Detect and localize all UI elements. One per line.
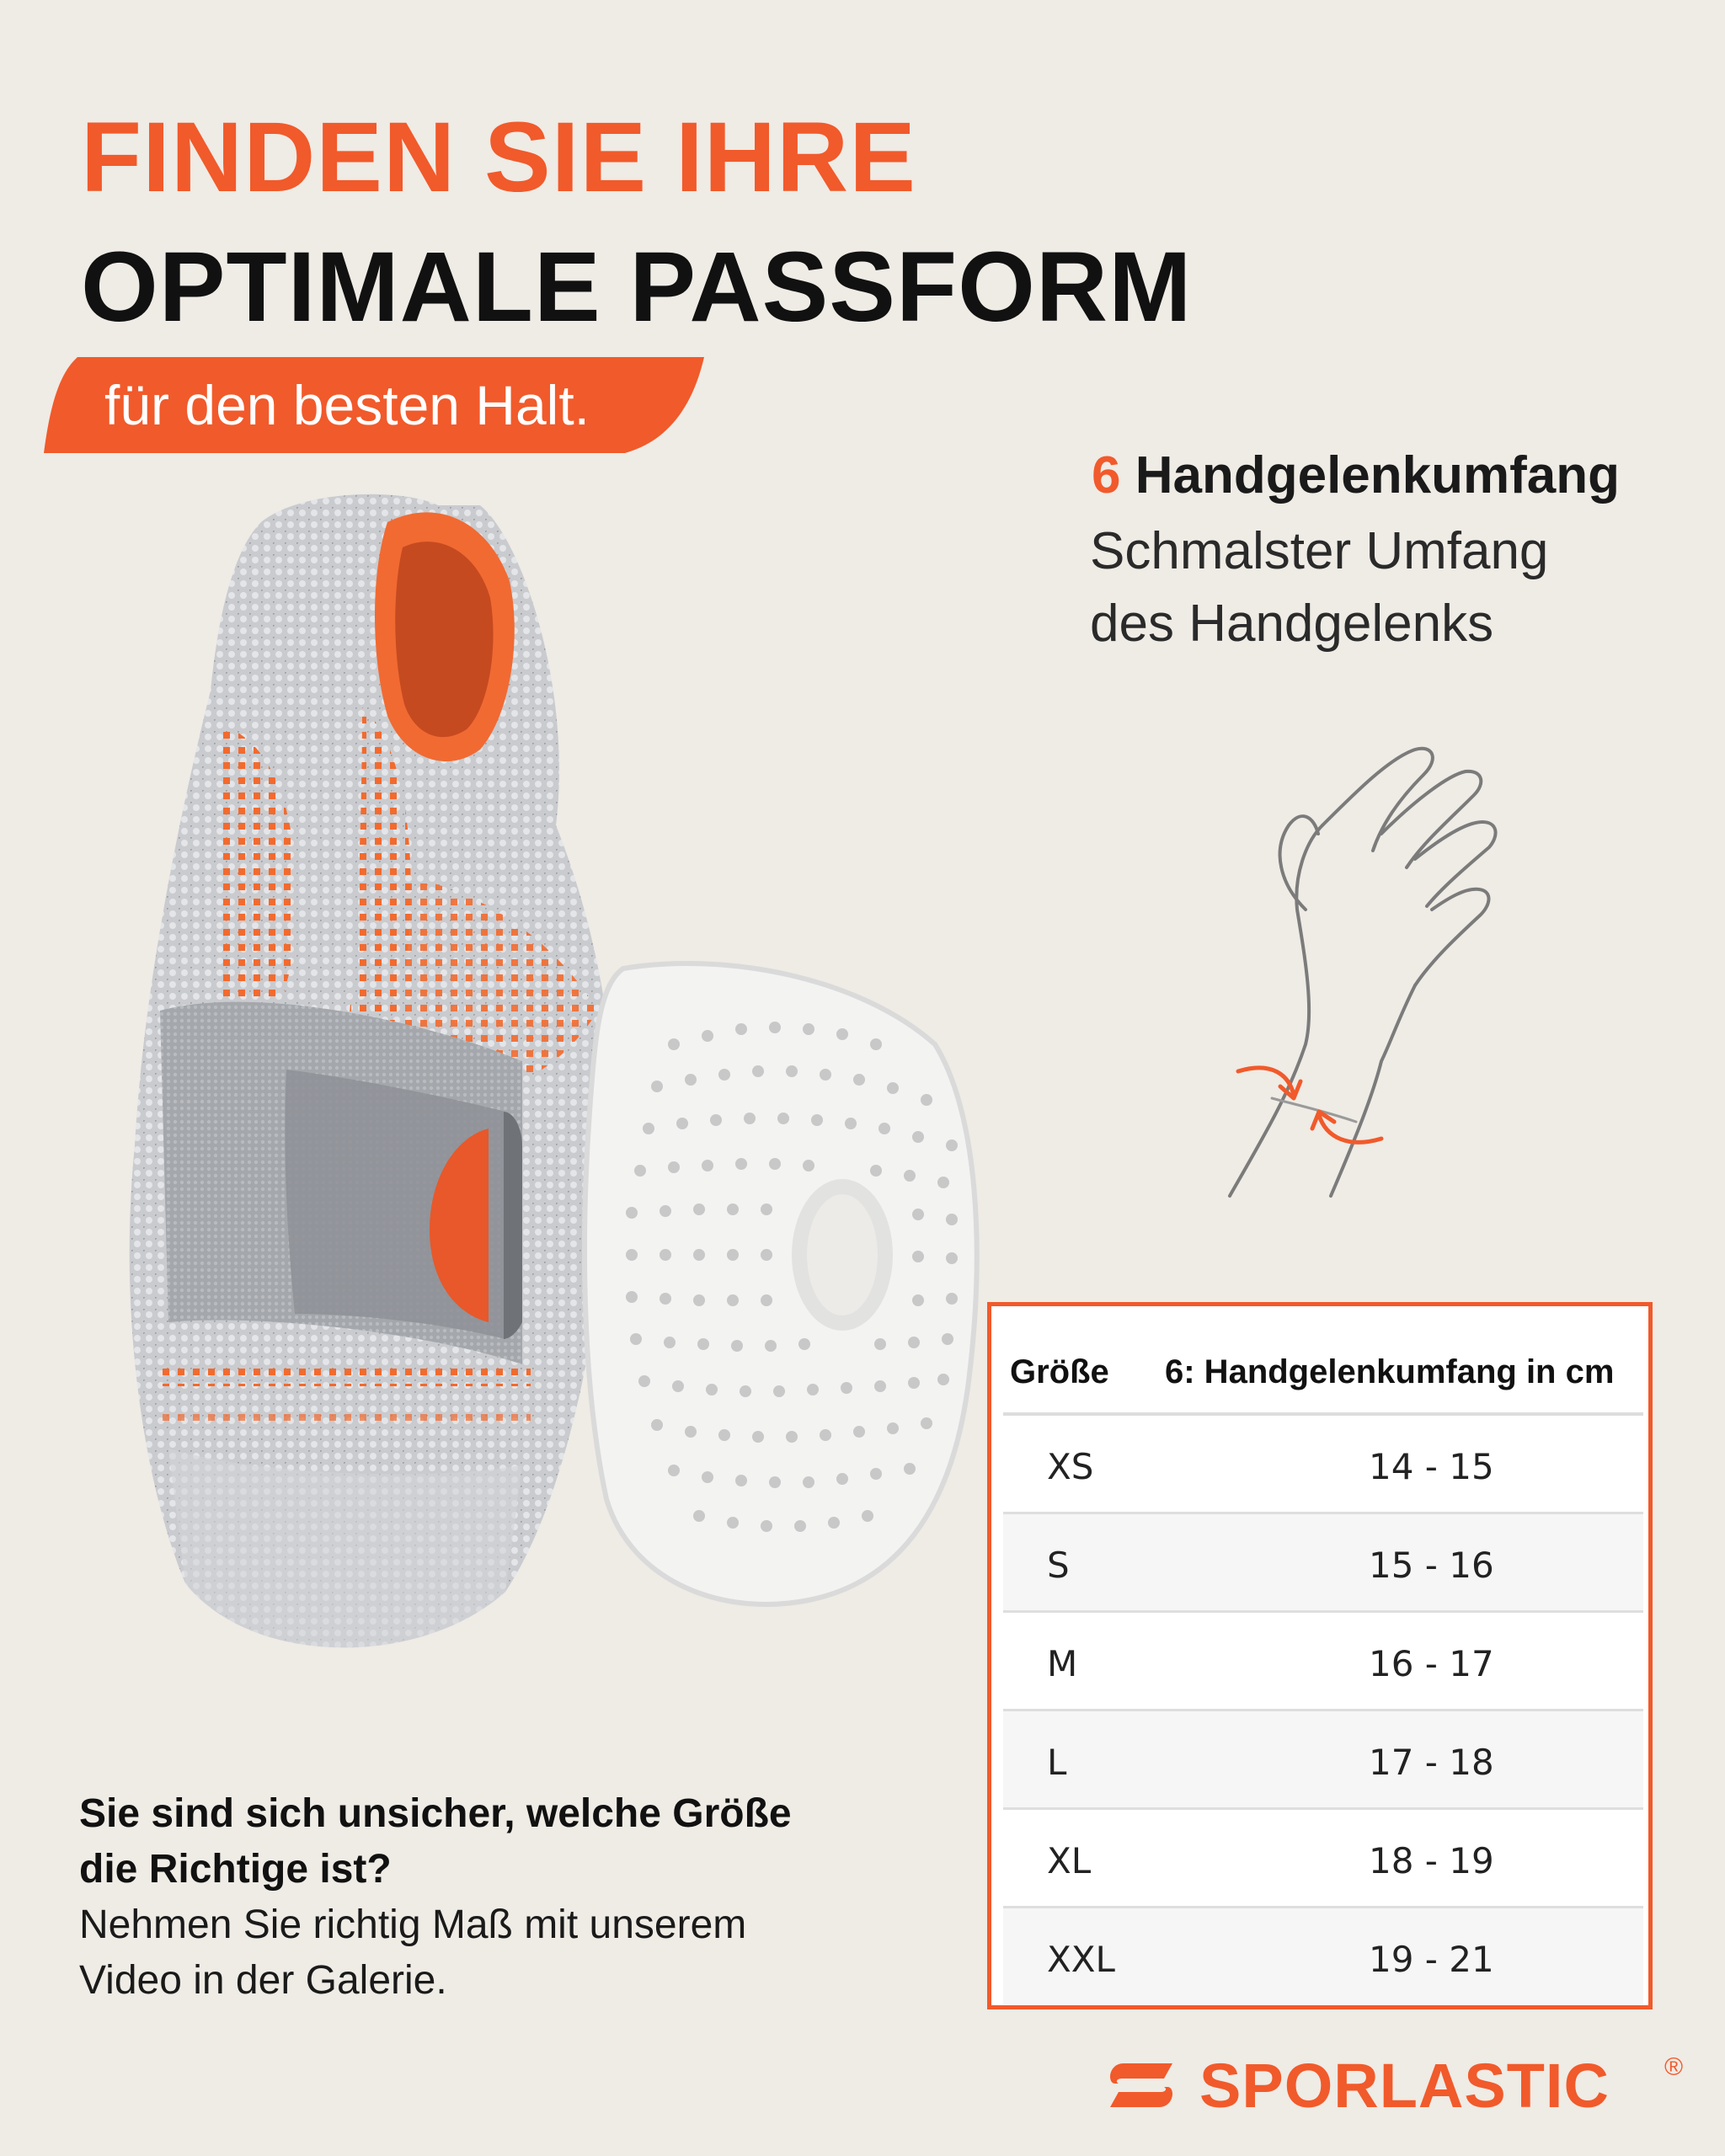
wrist-bandage-image — [84, 472, 994, 1735]
size-cell: M — [1047, 1643, 1078, 1684]
table-row — [1003, 1711, 1643, 1811]
table-row — [1003, 1416, 1643, 1515]
size-cell: S — [1047, 1545, 1070, 1586]
help-question-line-1: Sie sind sich unsicher, welche Größe — [79, 1791, 792, 1836]
table-row — [1003, 1810, 1643, 1909]
table-row — [1003, 1908, 1643, 2004]
header-circumference: 6: Handgelenkumfang in cm — [1165, 1353, 1615, 1390]
size-cell: L — [1047, 1742, 1067, 1783]
size-table — [987, 1302, 1653, 2009]
hand-measure-icon — [1146, 741, 1541, 1213]
brand-registered-mark: ® — [1664, 2053, 1684, 2081]
sporlastic-logo-icon — [1108, 2060, 1174, 2111]
help-answer-line-2: Video in der Galerie. — [79, 1958, 447, 2003]
table-row — [1003, 1514, 1643, 1614]
measure-description-line-2: des Handgelenks — [1090, 595, 1494, 653]
table-row — [1003, 1613, 1643, 1712]
size-cell: XL — [1047, 1840, 1092, 1881]
size-cell: XS — [1047, 1446, 1094, 1487]
headline-line-1: FINDEN SIE IHRE — [81, 102, 916, 213]
banner-text: für den besten Halt. — [104, 374, 590, 436]
help-answer-line-1: Nehmen Sie richtig Maß mit unserem — [79, 1903, 747, 1947]
help-question-line-2: die Richtige ist? — [79, 1847, 392, 1892]
headline-line-2: OPTIMALE PASSFORM — [81, 232, 1193, 343]
range-cell: 17 - 18 — [1369, 1742, 1494, 1783]
measure-title-text: Handgelenkumfang — [1135, 446, 1621, 504]
range-cell: 19 - 21 — [1369, 1939, 1494, 1980]
size-cell: XXL — [1047, 1939, 1115, 1980]
table-header — [1003, 1306, 1643, 1416]
brand-name: SPORLASTIC — [1199, 2051, 1610, 2121]
range-cell: 16 - 17 — [1369, 1643, 1494, 1684]
measure-number: 6 — [1092, 446, 1121, 504]
range-cell: 14 - 15 — [1369, 1446, 1494, 1487]
header-size: Größe — [1010, 1353, 1109, 1390]
range-cell: 18 - 19 — [1369, 1840, 1494, 1881]
gel-pad-image — [585, 963, 977, 1604]
measure-title — [1092, 446, 1621, 504]
range-cell: 15 - 16 — [1369, 1545, 1494, 1586]
measure-description-line-1: Schmalster Umfang — [1090, 522, 1549, 580]
